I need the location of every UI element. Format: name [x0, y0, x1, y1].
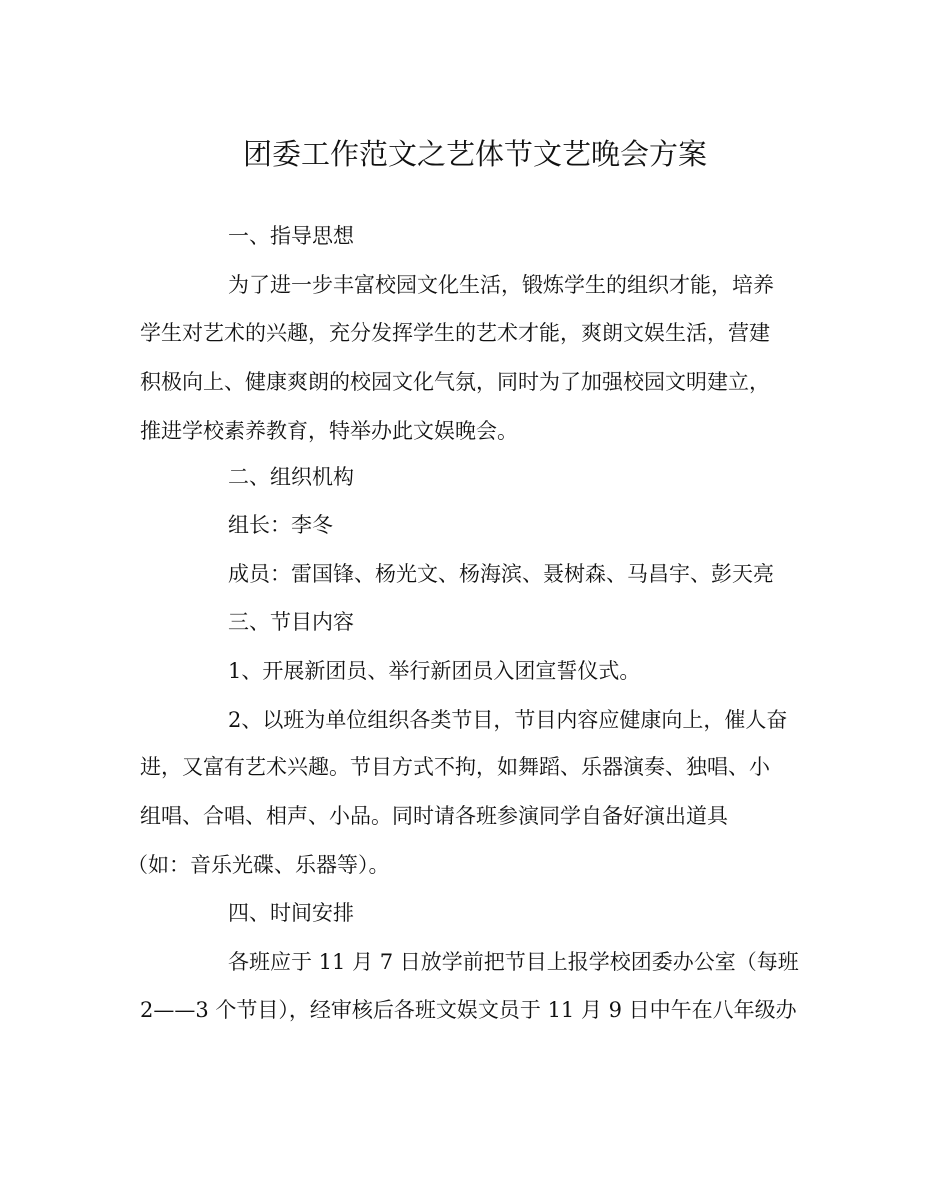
paragraph-line: 学生对艺术的兴趣，充分发挥学生的艺术才能，爽朗文娱生活，营建	[140, 321, 770, 345]
paragraph-line: （如：音乐光碟、乐器等）。	[127, 853, 390, 877]
heading-program-content: 三、节目内容	[228, 610, 354, 634]
paragraph-line: 积极向上、健康爽朗的校园文化气氛，同时为了加强校园文明建立，	[140, 370, 770, 394]
paragraph-line: 为了进一步丰富校园文化生活，锻炼学生的组织才能，培养	[228, 273, 774, 297]
paragraph-line: 2——3 个节目），经审核后各班文娱文员于 11 月 9 日中午在八年级办	[140, 998, 797, 1022]
heading-guiding-ideology: 一、指导思想	[228, 224, 354, 248]
heading-organization: 二、组织机构	[228, 465, 354, 489]
heading-schedule: 四、时间安排	[228, 901, 354, 925]
paragraph-line: 进，又富有艺术兴趣。节目方式不拘，如舞蹈、乐器演奏、独唱、小	[140, 755, 770, 779]
document-title: 团委工作范文之艺体节文艺晚会方案	[242, 137, 707, 171]
paragraph-line: 1、开展新团员、举行新团员入团宣誓仪式。	[228, 659, 641, 683]
paragraph-line: 各班应于 11 月 7 日放学前把节目上报学校团委办公室（每班	[228, 950, 799, 974]
paragraph-line: 2、以班为单位组织各类节目，节目内容应健康向上，催人奋	[228, 708, 788, 732]
paragraph-line: 组唱、合唱、相声、小品。同时请各班参演同学自备好演出道具	[140, 804, 728, 828]
members-line: 成员：雷国锋、杨光文、杨海滨、聂树森、马昌宇、彭天亮	[228, 562, 774, 586]
leader-line: 组长：李冬	[228, 513, 333, 537]
paragraph-line: 推进学校素养教育，特举办此文娱晚会。	[140, 419, 518, 443]
